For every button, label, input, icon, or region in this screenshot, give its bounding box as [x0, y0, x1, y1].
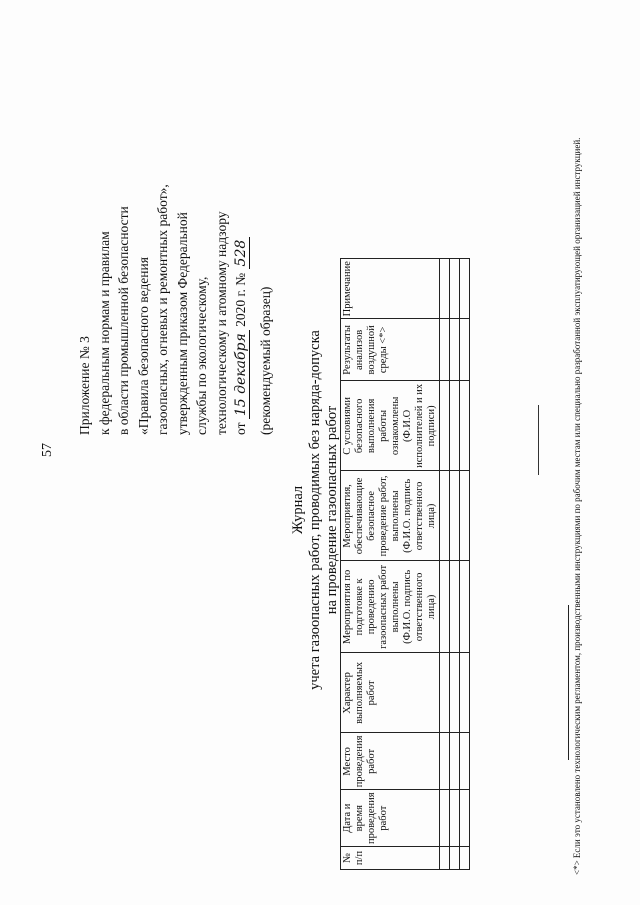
column-header: Место проведения работ — [341, 733, 440, 790]
order-date-line — [231, 25, 252, 435]
table-cell — [460, 790, 470, 847]
column-header: № п/п — [341, 847, 440, 870]
table-cell — [450, 561, 460, 653]
column-header: Результаты анализов воздушной среды <*> — [341, 319, 440, 381]
table-row — [440, 259, 450, 870]
table-cell — [460, 847, 470, 870]
table-cell — [450, 471, 460, 561]
journal-title: Журнал — [290, 485, 306, 535]
table-cell — [440, 847, 450, 870]
table-cell — [440, 381, 450, 471]
appendix-line: Приложение № 3 — [77, 336, 92, 435]
date-year: 2020 г. № — [233, 272, 248, 327]
table-cell — [460, 561, 470, 653]
journal-table — [340, 258, 470, 870]
column-header: С условиями безопасного выполнения работы ознакомлены (Ф.И.О исполнителей и их подписи) — [341, 381, 440, 471]
table-cell — [450, 790, 460, 847]
appendix-line: к федеральным нормам и правилам — [96, 231, 112, 435]
column-header: Характер выполняемых работ — [341, 653, 440, 733]
column-header: Дата и время проведения работ — [341, 790, 440, 847]
table-row — [450, 259, 460, 870]
footnote-separator — [568, 605, 569, 760]
column-header: Примечание — [341, 259, 440, 319]
table-cell — [460, 653, 470, 733]
sample-note: (рекомендуемый образец) — [257, 286, 273, 435]
footnote: <*> Если это установлено технологическим регламентом, производственными инструкциями по рабочим местам или специально разработанной эксплуатирующей организацией инструкцией. — [572, 137, 582, 875]
page-number: 57 — [40, 443, 55, 457]
appendix-line: газоопасных, огневых и ремонтных работ», — [155, 184, 170, 435]
table-cell — [440, 319, 450, 381]
journal-subtitle-line1: учета газоопасных работ, проводимых без наряда-допуска — [307, 330, 323, 690]
table-cell — [440, 259, 450, 319]
date-prefix: от — [233, 422, 248, 435]
journal-subtitle-line2: на проведение газоопасных работ — [324, 405, 340, 615]
table-cell — [460, 259, 470, 319]
table-cell — [440, 790, 450, 847]
table-cell — [450, 847, 460, 870]
handwritten-date: 15 декабря — [233, 330, 250, 419]
handwritten-order-number: 528 — [233, 237, 250, 270]
table-cell — [460, 381, 470, 471]
signature-rule — [538, 405, 539, 475]
table-cell — [440, 733, 450, 790]
table-cell — [450, 381, 460, 471]
table-row — [460, 259, 470, 870]
table-cell — [460, 471, 470, 561]
table-cell — [460, 733, 470, 790]
table-cell — [450, 653, 460, 733]
journal-title-block — [290, 295, 341, 725]
table-cell — [450, 319, 460, 381]
appendix-line: «Правила безопасного ведения — [135, 257, 151, 435]
table-body — [440, 259, 470, 870]
appendix-line: в области промышленной безопасности — [116, 206, 131, 435]
appendix-line: службы по экологическому, — [194, 276, 209, 435]
table-cell — [440, 561, 450, 653]
table-cell — [440, 653, 450, 733]
appendix-line: утвержденным приказом Федеральной — [174, 212, 190, 435]
appendix-line: технологическому и атомному надзору — [213, 211, 229, 435]
column-header: Мероприятия, обеспечивающие безопасное проведение работ, выполнены (Ф.И.О. подпись ответственного лица) — [341, 471, 440, 561]
table-cell — [460, 319, 470, 381]
table-header-row — [341, 259, 440, 870]
column-header: Мероприятия по подготовке к проведению газоопасных работ выполнены (Ф.И.О. подпись ответственного лица) — [341, 561, 440, 653]
table-cell — [450, 259, 460, 319]
table-cell — [440, 471, 450, 561]
table-cell — [450, 733, 460, 790]
appendix-header — [75, 25, 275, 435]
